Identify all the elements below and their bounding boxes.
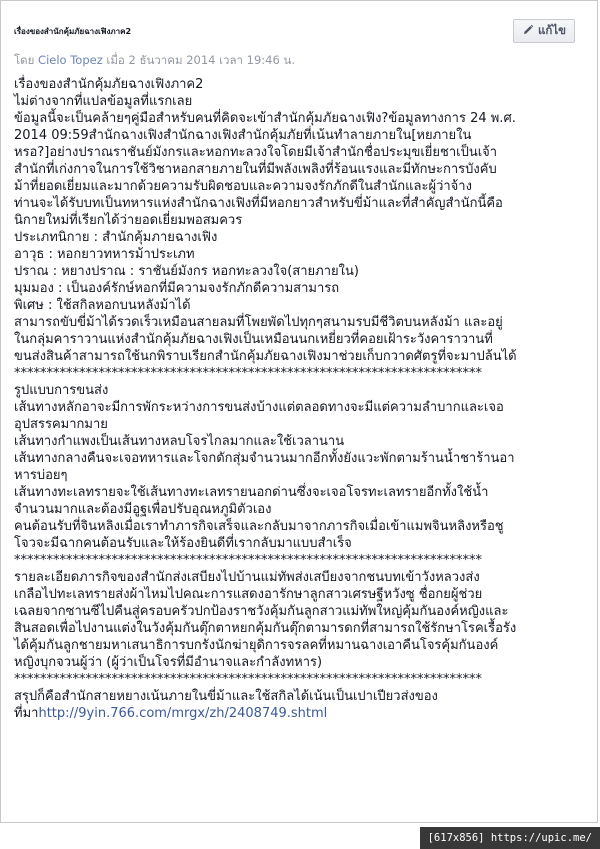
body-line: เส้นทางกำแพงเป็นเส้นทางหลบโจรไกลมากและใช้เวลานาน — [14, 434, 345, 449]
note-header — [14, 17, 585, 51]
body-line: ไม่ต่างจากที่แปลข้อมูลที่แรกเลย — [14, 94, 193, 109]
body-line: ประเภทนิกาย : สำนักคุ้มภายฉางเฟิง — [14, 230, 218, 245]
body-line: ขนส่งสินค้าสามารถใช้นกพิราบเรียกสำนักคุ้มภัยฉางเฟิงมาช่วยเก็บกวาดศัตรูที่จะมาปล้นได้ — [14, 349, 517, 364]
body-line: อาวุธ : หอกยาวทหารม้าประเภท — [14, 247, 195, 262]
body-line: คนต้อนรับที่จินหลิงเมื่อเราทำภารกิจเสร็จและกลับมาจากภารกิจเมื่อเข้าแมพจินหลิงหรือชู — [14, 519, 504, 534]
meta-prefix: โดย — [14, 53, 35, 67]
body-line: เกลือไปทะเลทรายส่งผ้าไหมไปคณะการแสดงอารักษาลูกสาวเศรษฐีหวังซู ชื่อกยผู้ช่วย — [14, 587, 483, 602]
body-line: ได้คุ้มกันลูกชายมหาเสนาธิการบกรังนักฆ่ายุดิการจรลคที่หมานฉางเอาคืนโจรคุ้มกันองค์ — [14, 638, 499, 653]
body-line: เส้นทางทะเลทรายจะใช้เส้นทางทะเลทรายนอกด่านซึ่งจะเจอโจรทะเลทรายอีกทั้งใช้น้ำ — [14, 485, 489, 500]
author-link[interactable]: Cielo Topez — [38, 53, 103, 67]
body-line: ************************************************************************ — [14, 553, 482, 568]
body-line: หญิงบุกจวนผู้ว่า (ผู้ว่าเป็นโจรที่มีอำนาจและกำลังทหาร) — [14, 655, 323, 670]
source-link[interactable]: http://9yin.766.com/mrgx/zh/2408749.shtml — [38, 706, 328, 721]
body-line: 2014 09:59สำนักฉางเฟิงสำนักฉางเฟิงสำนักคุ้มภัยที่เน้นทำลายภายใน[หยภายใน — [14, 128, 472, 143]
note-title: เรื่องของสำนักคุ้มภัยฉางเฟิงภาค2 — [14, 27, 132, 36]
meta-date: เมื่อ 2 ธันวาคม 2014 เวลา 19:46 น. — [106, 53, 295, 67]
body-line: เรื่องของสำนักคุ้มภัยฉางเฟิงภาค2 — [14, 77, 204, 92]
note-body — [14, 76, 589, 722]
body-line: อุปสรรคมากมาย — [14, 417, 108, 432]
image-host-watermark — [420, 827, 600, 849]
watermark-site: https://upic.me/ — [490, 832, 592, 844]
body-line: ข้อมูลนี้จะเป็นคล้ายๆคู่มือสำหรับคนที่คิดจะเข้าสำนักคุ้มภัยฉางเฟิง?ข้อมูลทางการ 24 พ.ศ. — [14, 111, 516, 126]
body-line: นิกายใหม่ที่เรียกได้ว่ายอดเยี่ยมพอสมควร — [14, 213, 243, 228]
body-line: ม้าที่ยอดเยี่ยมและมากด้วยความรับผิดชอบและความจงรักภักดีในสำนักและผู้ว่าจ้าง — [14, 179, 472, 194]
body-line: ************************************************************************ — [14, 672, 482, 687]
body-line: ในกลุ่มคาราวานแห่งสำนักคุ้มภัยฉางเฟิงเป็นเหมือนนกเหยี่ยวที่คอยเฝ้าระวังคาราวานที่ — [14, 332, 493, 347]
body-line: ท่านจะได้รับบทเป็นทหารแห่งสำนักฉางเฟิงที่มีหอกยาวสำหรับขี่ม้าและที่สำคัญสำนักนี้คือ — [14, 196, 503, 211]
body-line: สำนักที่เก่งกาจในการใช้วิชาหอกสายภายในที่มีพลังเพลิงที่ร้อนแรงและมีทักษะการบังคับ — [14, 162, 497, 177]
edit-button-label: แก้ไข — [537, 23, 566, 37]
body-line: ************************************************************************ — [14, 366, 482, 381]
body-line: เส้นทางหลักอาจะมีการพักระหว่างการขนส่งบ้างแต่ตลอดทางจะมีแต่ความลำบากและเจอ — [14, 400, 504, 415]
note-meta — [14, 52, 295, 70]
body-line: จำนวนมากและต้องมีอูฐเพื่อปรับอุณหภูมิตัวเอง — [14, 502, 272, 517]
body-line: หารบ่อยๆ — [14, 468, 68, 483]
body-line: สินสอดเพื่อไปงานแต่งในวังคุ้มกันตุ๊กตาหยกคุ้มกันตุ๊กตามารดกที่สามารถใช้รักษาโรคเรื้อรัง — [14, 621, 517, 636]
body-line: ปราณ : หยางปราณ : ราชันย์มังกร หอกทะลวงใจ(สายภายใน) — [14, 264, 359, 279]
body-line: สามารถขับขี่ม้าได้รวดเร็วเหมือนสายลมที่โพยพัดไปทุกๆสนามรบมีชีวิตบนหลังม้า และอยู่ — [14, 315, 503, 330]
body-line: เส้นทางกลางคืนจะเจอทหารและโจกดักสุ่มจำนวนมากอีกทั้งยังแวะพักตามร้านน้ำชาร้านอา — [14, 451, 515, 466]
body-line: สรุปก็คือสำนักสายหยางเน้นภายในขี่ม้าและใช้สกิลได้เน้นเป็นเปาเปียวส่งของ — [14, 689, 438, 704]
body-line: มุมมอง : เป็นองค์รักษ์หอกที่มีความจงรักภักดีความสามารถ — [14, 281, 340, 296]
body-line: พิเศษ : ใช้สกิลหอกบนหลังม้าได้ — [14, 298, 191, 313]
watermark-dimensions: [617x856] — [427, 832, 485, 844]
body-line: รายละเอียดภารกิจของสำนักส่งเสบียงไปบ้านแม่ทัพส่งเสบียงจากชนบทเข้าวังหลวงส่ง — [14, 570, 480, 585]
body-line: โจวจะมีฉากคนต้อนรับและให้ร้องยินดีที่เรากลับมาแบบสำเร็จ — [14, 536, 352, 551]
source-prefix: ที่มา — [14, 706, 39, 721]
edit-button[interactable] — [513, 19, 575, 43]
pencil-icon — [522, 24, 534, 39]
body-line: เฉลยจากซานซีไปคืนสู่ครอบครัวปกป้องราชวังคุ้มกันลูกสาวแม่ทัพใหญ่คุ้มกันองค์หญิงและ — [14, 604, 509, 619]
body-line: รูปแบบการขนส่ง — [14, 383, 109, 398]
source-line — [14, 705, 589, 722]
body-line: หรอ?]อย่างปราณราชันย์มังกรและหอกทะลวงใจโดยมีเจ้าสำนักชื่อประมุขเยี่ยชาเป็นเจ้า — [14, 145, 498, 160]
